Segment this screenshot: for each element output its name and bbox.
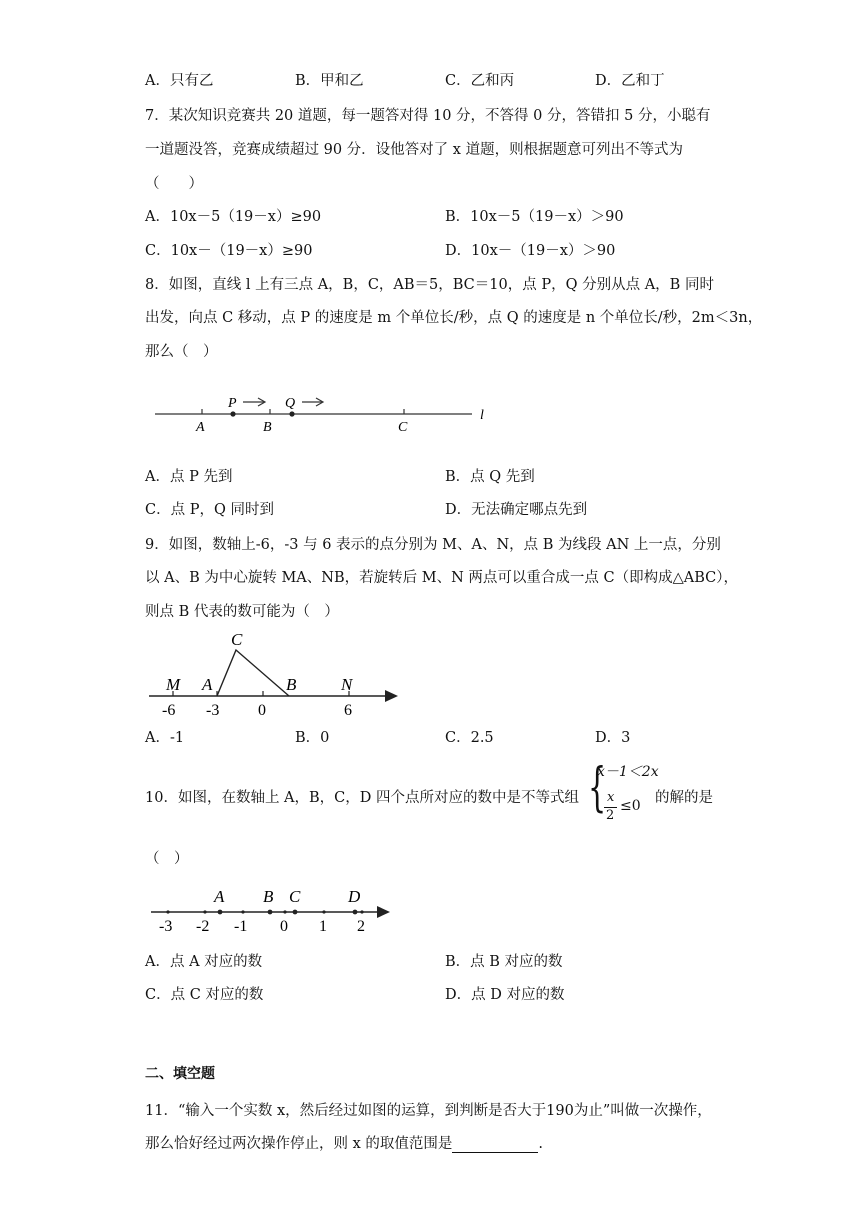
q11-line-2-wrap [145,1136,543,1153]
q9-tick-label-neg6: -6 [162,702,176,719]
q10-tick-label-1: 1 [319,918,327,935]
q9-label-c: C [231,630,243,649]
q10-tick-neg2 [203,910,206,913]
q9-option-b: B．0 [295,730,330,746]
q10-label-c: C [289,887,301,906]
q10-option-c: C．点 C 对应的数 [145,987,264,1003]
q10-system-top: x－1＜2x [597,764,659,780]
q10-tick-neg3 [166,910,169,913]
q9-label-m: M [166,675,181,694]
q10-tick-1 [322,910,325,913]
q10-label-d: D [348,887,361,906]
q10-system-numerator: x [607,790,615,805]
q7-answer-paren: （ ） [145,176,203,192]
q10-tick-neg1 [241,910,244,913]
q10-point-a [218,910,223,915]
q10-line-1-end: 的解的是 [655,790,713,806]
q8-label-a: A [196,420,205,435]
q9-option-a: A．-1 [145,730,185,746]
q10-point-c [293,910,298,915]
q10-option-d: D．点 D 对应的数 [445,987,565,1003]
q8-line-2: 出发，向点 C 移动，点 P 的速度是 m 个单位长/秒，点 Q 的速度是 n 个单位长/秒，2m＜3n， [145,310,763,326]
q9-label-b: B [286,675,297,694]
q11-line-1: 11．“输入一个实数 x，然后经过如图的运算，到判断是否大于190为止”叫做一次操作， [145,1103,712,1119]
q8-line-1: 8．如图，直线 l 上有三点 A，B，C，AB＝5，BC＝10，点 P，Q 分别从点 A，B 同时 [145,277,714,293]
q10-tick-label-0: 0 [280,918,288,935]
q11-answer-blank[interactable] [452,1138,538,1153]
q9-line-3: 则点 B 代表的数可能为（ ） [145,604,339,620]
q6-option-a: A．只有乙 [145,73,214,89]
q10-tick-label-neg3: -3 [159,918,173,935]
q6-option-b: B．甲和乙 [295,73,364,89]
q9-axis-arrowhead [385,690,398,702]
q8-point-p [230,411,235,416]
q8-option-b: B．点 Q 先到 [445,469,535,485]
q9-option-d: D．3 [595,730,631,746]
q10-label-a: A [214,887,225,906]
q10-option-a: A．点 A 对应的数 [145,954,263,970]
q7-line-2: 一道题没答，竞赛成绩超过 90 分．设他答对了 x 道题，则根据题意可列出不等式为 [145,142,684,158]
q10-system-relation: ≤0 [620,798,641,814]
q9-option-c: C．2.5 [445,730,494,746]
q10-point-b [268,910,273,915]
q9-tick-label-neg3: -3 [206,702,220,719]
q10-answer-paren: （ ） [145,851,189,867]
q7-line-1: 7．某次知识竞赛共 20 道题，每一题答对得 10 分，不答得 0 分，答错扣 5 分，小聪有 [145,108,711,124]
q10-point-d [353,910,358,915]
q10-tick-label-neg1: -1 [234,918,248,935]
q9-tick-label-0: 0 [258,702,266,719]
q10-figure [145,880,400,938]
q6-option-c: C．乙和丙 [445,73,515,89]
q9-label-a: A [202,675,213,694]
q7-option-d: D．10x－（19－x）＞90 [445,243,616,259]
q10-line-1: 10．如图，在数轴上 A，B，C，D 四个点所对应的数中是不等式组 [145,790,580,806]
q10-system-denominator: 2 [606,808,615,823]
q9-line-2: 以 A、B 为中心旋转 MA、NB，若旋转后 M、N 两点可以重合成一点 C（即构成△ABC）， [145,570,738,586]
q9-triangle-abc [217,650,289,696]
q9-label-n: N [341,675,353,694]
q7-option-a: A．10x－5（19－x）≥90 [145,209,322,225]
q7-option-b: B．10x－5（19－x）＞90 [445,209,624,225]
q8-label-q: Q [285,396,296,411]
q9-line-1: 9．如图，数轴上-6，-3 与 6 表示的点分别为 M、A、N，点 B 为线段 AN 上一点，分别 [145,537,721,553]
q10-system-brace: { [588,758,607,818]
q10-tick-label-2: 2 [357,918,365,935]
q10-tick-2 [360,910,363,913]
q9-figure [145,628,405,720]
q10-axis-arrowhead [377,906,390,918]
q8-label-p: P [228,396,237,411]
q9-tick-label-6: 6 [344,702,352,719]
q11-line-2: 那么恰好经过两次操作停止，则 x 的取值范围是 [145,1136,453,1152]
q11-line-end: . [538,1136,544,1152]
q6-option-d: D．乙和丁 [595,73,665,89]
q8-line-3: 那么（ ） [145,344,218,360]
q8-option-c: C．点 P，Q 同时到 [145,502,274,518]
q8-option-d: D．无法确定哪点先到 [445,502,588,518]
q10-tick-0 [283,910,286,913]
q10-tick-label-neg2: -2 [196,918,210,935]
q8-label-c: C [398,420,408,435]
q7-option-c: C．10x－（19－x）≥90 [145,243,313,259]
q8-label-b: B [263,420,272,435]
q8-point-q [289,411,294,416]
q8-option-a: A．点 P 先到 [145,469,233,485]
q10-option-b: B．点 B 对应的数 [445,954,563,970]
q8-figure [150,388,500,438]
q8-label-l: l [480,408,484,423]
section-title-fill-in: 二、填空题 [145,1066,215,1082]
q10-label-b: B [263,887,274,906]
